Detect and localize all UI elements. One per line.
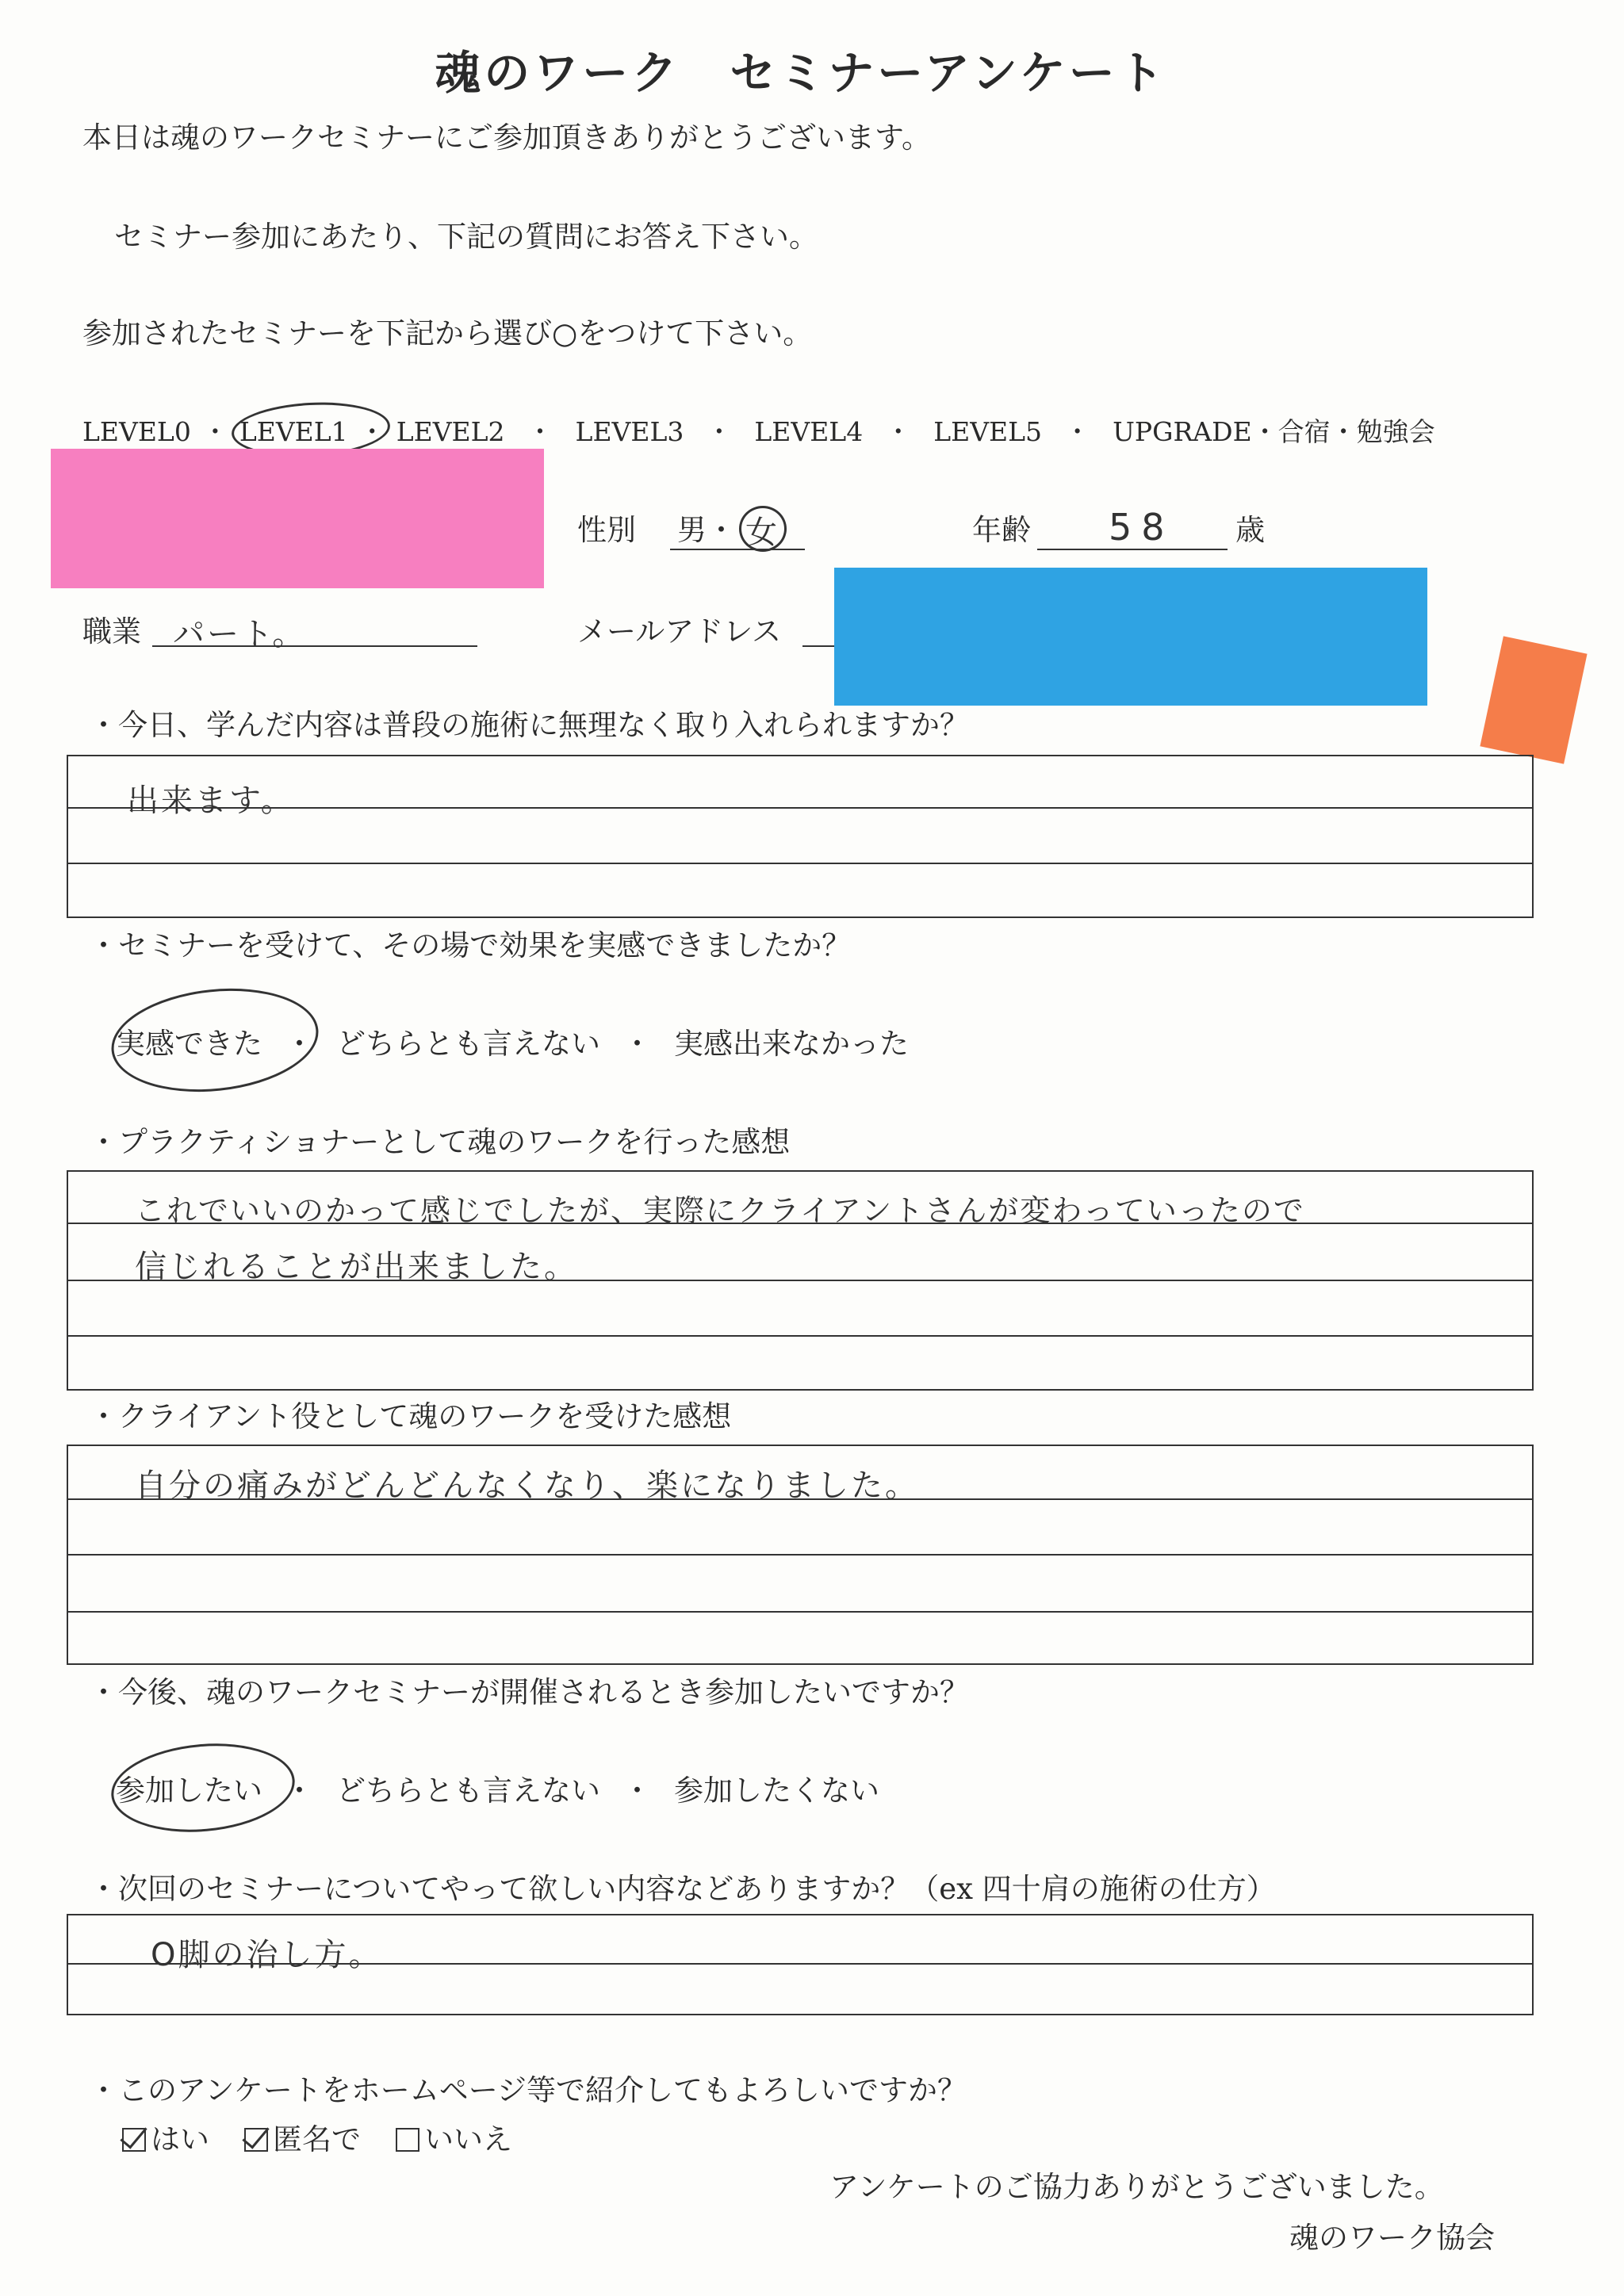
job-value[interactable]: パート。 [173,616,307,652]
gender-underline [670,549,805,550]
q6-answer: O脚の治し方。 [151,1937,383,1973]
q5-option[interactable]: 参加したくない [674,1774,879,1808]
age-label: 年齢 [972,513,1031,547]
footer-org: 魂のワーク協会 [1289,2221,1495,2255]
q5-options: 参加したい ・ どちらとも言えない ・ 参加したくない [116,1774,879,1808]
gender-circle [739,506,787,552]
level-option[interactable]: LEVEL2 [396,416,505,447]
job-label: 職業 [82,614,141,649]
q2-option[interactable]: どちらとも言えない [336,1027,600,1061]
survey-title: 魂のワーク セミナーアンケート [435,46,1167,100]
intro-line-2: セミナー参加にあたり、下記の質問にお答え下さい。 [114,220,818,254]
level-option[interactable]: UPGRADE・合宿・勉強会 [1113,416,1435,447]
q2-options: 実感できた ・ どちらとも言えない ・ 実感出来なかった [116,1027,909,1061]
q5-prompt: ・今後、魂のワークセミナーが開催されるとき参加したいですか？ [89,1675,969,1709]
q1-prompt: ・今日、学んだ内容は普段の施術に無理なく取り入れられますか？ [89,708,969,742]
q5-option[interactable]: 参加したい [116,1774,262,1808]
q3-prompt: ・プラクティショナーとして魂のワークを行った感想 [89,1125,791,1159]
email-underline [802,645,834,647]
q7-checkbox-no[interactable] [396,2128,419,2152]
q3-answer-line-1: これでいいのかって感じでしたが、実際にクライアントさんが変わっていったので [135,1193,1305,1228]
intro-line-3: 参加されたセミナーを下記から選び○をつけて下さい。 [82,316,813,350]
age-unit: 歳 [1235,513,1265,547]
footer-thanks: アンケートのご協力ありがとうございました。 [829,2170,1444,2204]
age-value[interactable]: 58 [1109,506,1174,549]
q2-selected-circle [106,979,324,1102]
email-label: メールアドレス [577,614,782,649]
q7-option: 匿名で [273,2122,361,2156]
q7-options [122,2122,512,2156]
q3-answer-line-2: 信じれることが出来ました。 [135,1249,578,1285]
q6-prompt: ・次回のセミナーについてやって欲しい内容などありますか？（ex 四十肩の施術の仕方） [89,1872,1276,1906]
q7-checkbox-anonymous[interactable] [244,2128,268,2152]
q7-option: いいえ [424,2122,512,2156]
q7-prompt: ・このアンケートをホームページ等で紹介してもよろしいですか？ [89,2073,967,2107]
name-redaction-sticker [51,449,544,588]
q2-option[interactable]: 実感できた [116,1027,262,1061]
level-option[interactable]: LEVEL4 [754,416,864,447]
gender-selected[interactable]: 女 [745,515,779,551]
level-option[interactable]: LEVEL1 [239,416,348,447]
gender-label: 性別 [577,513,636,547]
level-options: LEVEL0 ・ LEVEL1 ・ LEVEL2 ・ LEVEL3 ・ LEVEL4 ・ LEVEL5 ・ UPGRADE・合宿・勉強会 [82,416,1435,447]
email-redaction-sticker [834,568,1427,706]
age-underline [1037,549,1228,550]
level-option[interactable]: LEVEL5 [933,416,1043,447]
job-underline [152,645,477,647]
orange-tab-sticker [1480,636,1587,763]
q7-option: はい [151,2122,209,2156]
q7-checkbox-yes[interactable] [122,2128,146,2152]
level-option[interactable]: LEVEL0 [82,416,191,447]
q4-answer: 自分の痛みがどんどんなくなり、楽になりました。 [135,1468,919,1504]
level-option[interactable]: LEVEL3 [575,416,684,447]
q5-selected-circle [108,1736,299,1839]
gender-options: 男・ [677,513,736,547]
intro-line-1: 本日は魂のワークセミナーにご参加頂きありがとうございます。 [82,121,932,155]
q2-prompt: ・セミナーを受けて、その場で効果を実感できましたか？ [89,928,852,962]
q5-option[interactable]: どちらとも言えない [336,1774,600,1808]
q1-answer: 出来ます。 [127,783,295,819]
q2-option[interactable]: 実感出来なかった [674,1027,909,1061]
q4-prompt: ・クライアント役として魂のワークを受けた感想 [89,1399,732,1433]
